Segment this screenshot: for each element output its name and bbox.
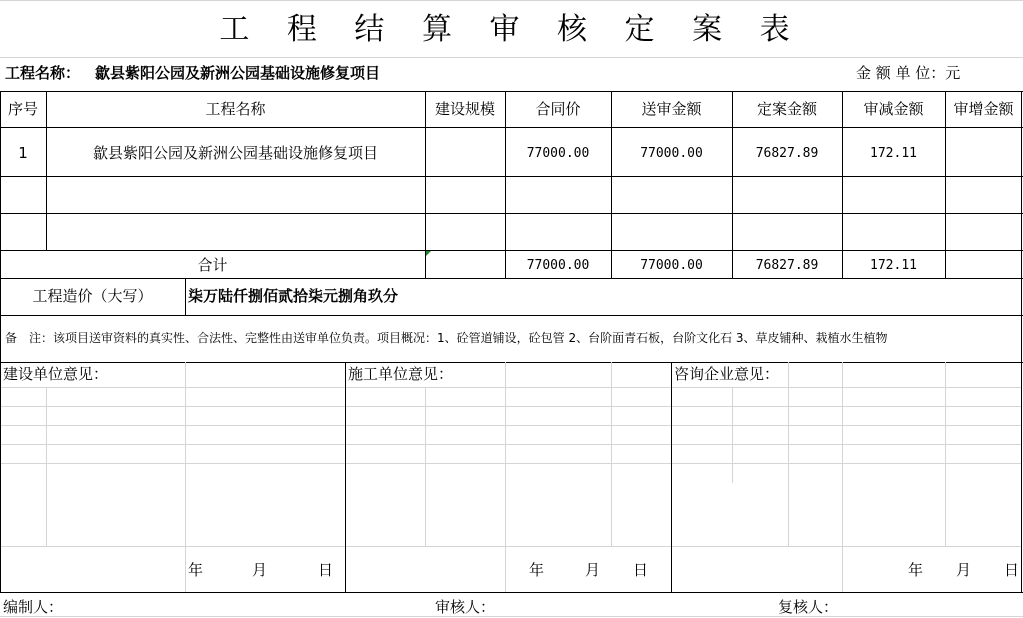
total-label: 合计 xyxy=(197,256,228,274)
date-day: 日 xyxy=(318,561,334,579)
header-project-name: 工程名称 xyxy=(205,100,266,118)
header-scale: 建设规模 xyxy=(434,100,495,118)
header-increased-amount: 审增金额 xyxy=(953,100,1014,118)
total-contract-price: 77000.00 xyxy=(526,258,590,273)
remark-text[interactable]: 备 注：该项目送审资料的真实性、合法性、完整性由送审单位负责。项目概况：1、砼管道铺设，砼包管 2、台阶面青石板，台阶文化石 3、草皮铺种、栽植水生植物 xyxy=(5,331,888,345)
reviewer-label: 审核人： xyxy=(435,598,496,616)
cell-project-name[interactable]: 歙县紫阳公园及新洲公园基础设施修复项目 xyxy=(92,144,378,162)
table-row-empty-2[interactable] xyxy=(1,177,1021,213)
header-reduced-amount: 审减金额 xyxy=(863,100,924,118)
cell-reduced-amount[interactable]: 172.11 xyxy=(870,146,917,161)
cell-no[interactable]: 1 xyxy=(18,144,28,162)
date-year: 年 xyxy=(529,561,545,579)
date-day: 日 xyxy=(633,561,649,579)
date-month: 月 xyxy=(252,561,268,579)
date-month: 月 xyxy=(956,561,972,579)
preparer-label: 编制人： xyxy=(3,598,64,616)
date-day: 日 xyxy=(1004,561,1020,579)
document-title: 工 程 结 算 审 核 定 案 表 xyxy=(219,12,804,47)
date-month: 月 xyxy=(585,561,601,579)
project-name-value: 歙县紫阳公园及新洲公园基础设施修复项目 xyxy=(95,64,381,82)
cell-contract-price[interactable]: 77000.00 xyxy=(526,146,590,161)
header-submitted-amount: 送审金额 xyxy=(641,100,702,118)
table-row-empty-3[interactable] xyxy=(1,214,1021,250)
opinion-label: 咨询企业意见： xyxy=(674,365,780,383)
date-year: 年 xyxy=(908,561,924,579)
opinion-label: 施工单位意见： xyxy=(348,365,454,383)
header-approved-amount: 定案金额 xyxy=(756,100,817,118)
cell-approved-amount[interactable]: 76827.89 xyxy=(755,146,819,161)
opinion-label: 建设单位意见： xyxy=(3,365,109,383)
capital-amount-value[interactable]: 柒万陆仟捌佰贰拾柒元捌角玖分 xyxy=(188,287,399,305)
total-approved-amount: 76827.89 xyxy=(755,258,819,273)
rechecker-label: 复核人： xyxy=(778,598,839,616)
total-reduced-amount: 172.11 xyxy=(870,258,917,273)
total-submitted-amount: 77000.00 xyxy=(640,258,703,273)
amount-unit: 金 额 单 位：元 xyxy=(856,64,961,82)
comment-marker-icon xyxy=(426,251,431,256)
capital-amount-label: 工程造价（大写） xyxy=(32,287,153,305)
date-year: 年 xyxy=(188,561,204,579)
header-contract-price: 合同价 xyxy=(535,100,581,118)
header-no: 序号 xyxy=(7,100,38,118)
cell-submitted-amount[interactable]: 77000.00 xyxy=(640,146,703,161)
project-name-label: 工程名称： xyxy=(5,64,81,82)
